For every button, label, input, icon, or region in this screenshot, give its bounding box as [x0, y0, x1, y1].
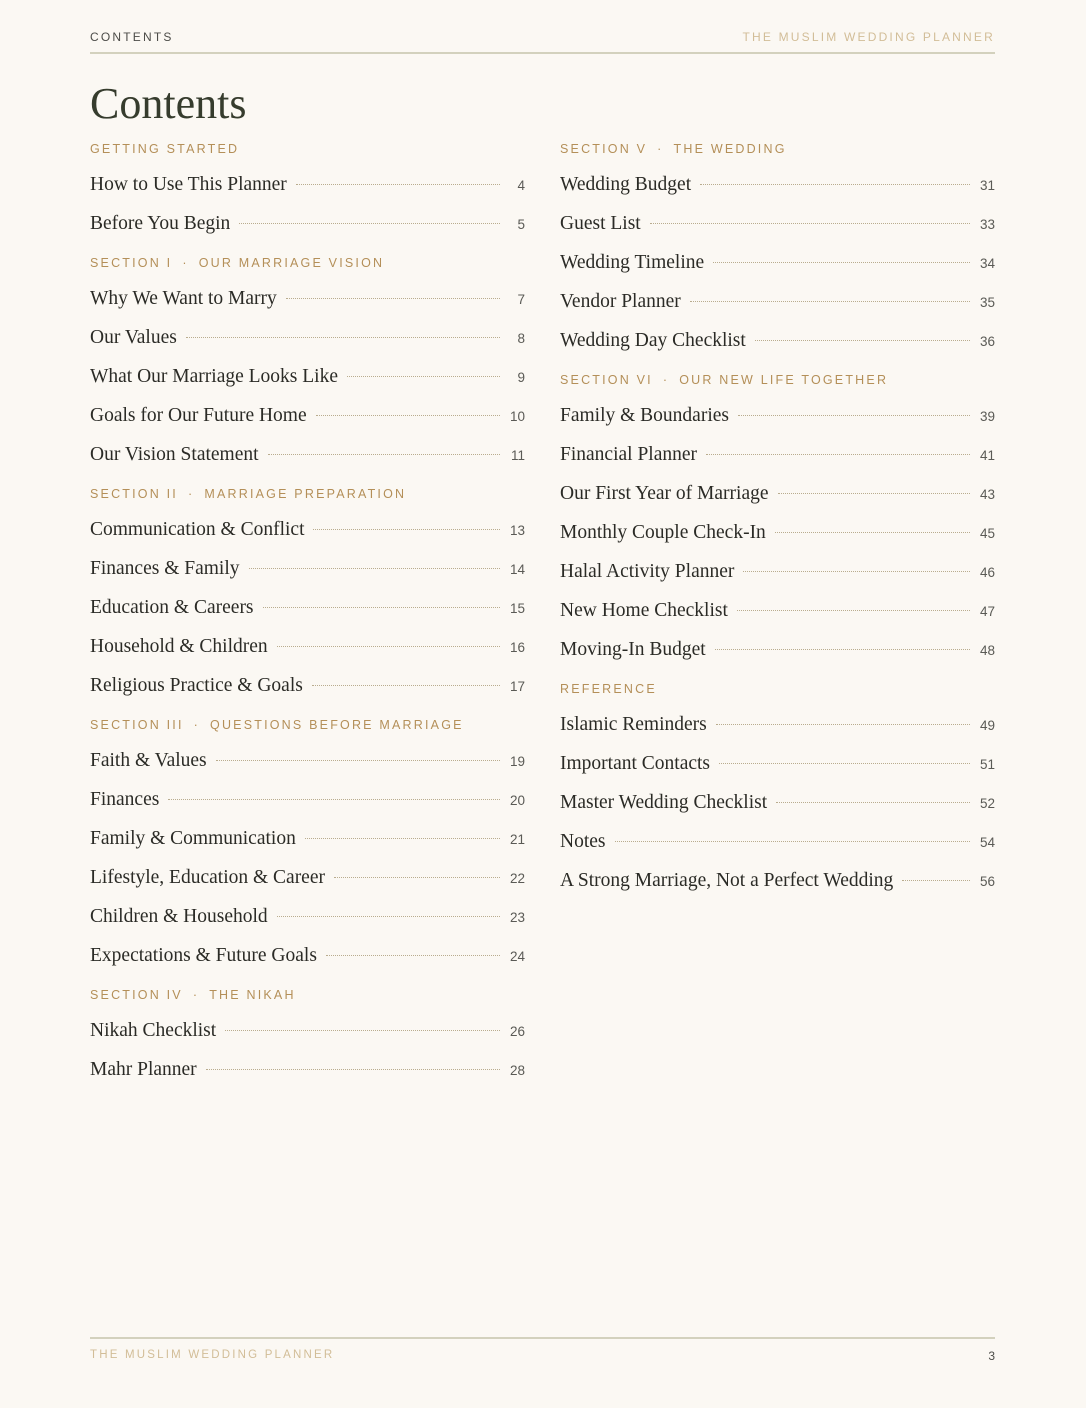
toc-entry[interactable] — [90, 435, 525, 474]
toc-entry-title: Vendor Planner — [560, 291, 681, 312]
toc-entry-page-number: 36 — [979, 334, 995, 349]
toc-entry[interactable] — [560, 396, 995, 435]
dot-leader — [737, 610, 970, 611]
toc-entry-page-number: 19 — [509, 754, 525, 769]
dot-leader — [719, 763, 970, 764]
section-heading — [560, 681, 995, 697]
section-heading-label: SECTION I — [90, 256, 173, 270]
toc-entry-page-number: 28 — [509, 1063, 525, 1078]
toc-entry-title: Guest List — [560, 213, 641, 234]
section-heading-separator: · — [662, 373, 670, 387]
section-heading-name: THE NIKAH — [209, 988, 296, 1002]
toc-entry-page-number: 54 — [979, 835, 995, 850]
section-heading — [90, 255, 525, 271]
toc-entry[interactable] — [90, 279, 525, 318]
toc-entry-title: Finances & Family — [90, 558, 240, 579]
header-book-title: THE MUSLIM WEDDING PLANNER — [742, 30, 995, 44]
toc-entry-page-number: 20 — [509, 793, 525, 808]
dot-leader — [225, 1030, 500, 1031]
dot-leader — [216, 760, 500, 761]
dot-leader — [713, 262, 970, 263]
toc-entry[interactable] — [560, 513, 995, 552]
toc-entry[interactable] — [560, 282, 995, 321]
toc-entry[interactable] — [90, 897, 525, 936]
dot-leader — [316, 415, 500, 416]
toc-entry-page-number: 11 — [510, 448, 525, 463]
dot-leader — [902, 880, 970, 881]
dot-leader — [286, 298, 500, 299]
dot-leader — [305, 838, 500, 839]
toc-entry-title: Goals for Our Future Home — [90, 405, 307, 426]
toc-entry-title: Wedding Timeline — [560, 252, 705, 273]
toc-entry[interactable] — [560, 744, 995, 783]
section-heading-separator: · — [187, 487, 195, 501]
toc-entry[interactable] — [90, 588, 525, 627]
toc-entry-title: Monthly Couple Check-In — [560, 522, 766, 543]
toc-entry-title: Mahr Planner — [90, 1059, 197, 1080]
dot-leader — [615, 841, 971, 842]
footer-book-title: THE MUSLIM WEDDING PLANNER — [90, 1349, 335, 1361]
toc-left-column — [90, 141, 525, 1089]
section-heading-label: SECTION II — [90, 487, 178, 501]
toc-entry[interactable] — [90, 204, 525, 243]
section-heading — [560, 141, 995, 157]
toc-entry[interactable] — [90, 510, 525, 549]
section-heading-label: SECTION IV — [90, 988, 183, 1002]
toc-entry[interactable] — [560, 243, 995, 282]
section-heading — [90, 717, 525, 733]
toc-entry-title: Family & Boundaries — [560, 405, 729, 426]
section-heading-label: REFERENCE — [560, 682, 657, 696]
dot-leader — [312, 685, 500, 686]
toc-entry[interactable] — [560, 552, 995, 591]
dot-leader — [313, 529, 500, 530]
toc-entry-page-number: 47 — [979, 604, 995, 619]
toc-entry-page-number: 23 — [509, 910, 525, 925]
section-heading — [560, 372, 995, 388]
toc-entry-page-number: 41 — [979, 448, 995, 463]
section-heading-separator: · — [657, 142, 664, 156]
section-heading-name: QUESTIONS BEFORE MARRIAGE — [210, 718, 464, 732]
toc-entry[interactable] — [90, 819, 525, 858]
dot-leader — [776, 802, 970, 803]
running-footer — [90, 1337, 995, 1369]
toc-entry-title: How to Use This Planner — [90, 174, 287, 195]
section-heading — [90, 486, 525, 502]
toc-entry-title: Family & Communication — [90, 828, 296, 849]
toc-entry-page-number: 8 — [517, 331, 525, 346]
toc-entry[interactable] — [560, 165, 995, 204]
section-heading-label: SECTION V — [560, 142, 648, 156]
toc-entry-page-number: 34 — [979, 256, 995, 271]
toc-entry-title: Our Values — [90, 327, 177, 348]
section-heading-name: OUR NEW LIFE TOGETHER — [679, 373, 889, 387]
toc-entry-title: Halal Activity Planner — [560, 561, 735, 582]
toc-entry[interactable] — [560, 705, 995, 744]
toc-entry-page-number: 5 — [517, 217, 525, 232]
toc-entry-page-number: 9 — [517, 370, 525, 385]
toc-entry-page-number: 52 — [979, 796, 995, 811]
dot-leader — [650, 223, 970, 224]
toc-entry-title: Finances — [90, 789, 160, 810]
dot-leader — [168, 799, 500, 800]
dot-leader — [690, 301, 970, 302]
section-heading-name: THE WEDDING — [673, 142, 787, 156]
toc-entry[interactable] — [90, 396, 525, 435]
toc-entry-title: Children & Household — [90, 906, 268, 927]
toc-entry-page-number: 22 — [509, 871, 525, 886]
toc-entry[interactable] — [90, 165, 525, 204]
toc-entry-page-number: 4 — [517, 178, 525, 193]
section-heading-name: MARRIAGE PREPARATION — [204, 487, 407, 501]
toc-entry-title: Lifestyle, Education & Career — [90, 867, 325, 888]
section-heading — [90, 141, 525, 157]
toc-entry[interactable] — [90, 627, 525, 666]
toc-entry[interactable] — [560, 591, 995, 630]
toc-entry-title: Faith & Values — [90, 750, 207, 771]
page-title: Contents — [90, 79, 247, 128]
dot-leader — [738, 415, 970, 416]
toc-entry[interactable] — [90, 858, 525, 897]
section-heading-label: GETTING STARTED — [90, 142, 240, 156]
toc-entry-title: What Our Marriage Looks Like — [90, 366, 338, 387]
toc-entry-title: Financial Planner — [560, 444, 698, 465]
toc-entry-title: Education & Careers — [90, 597, 254, 618]
toc-entry[interactable] — [560, 630, 995, 669]
toc-entry[interactable] — [90, 936, 525, 975]
toc-right-column — [560, 141, 995, 900]
toc-entry-page-number: 24 — [509, 949, 525, 964]
section-heading-separator: · — [192, 988, 200, 1002]
dot-leader — [347, 376, 500, 377]
toc-entry-page-number: 35 — [979, 295, 995, 310]
dot-leader — [268, 454, 500, 455]
dot-leader — [716, 724, 970, 725]
dot-leader — [206, 1069, 500, 1070]
toc-entry-title: Important Contacts — [560, 753, 711, 774]
toc-entry-page-number: 14 — [509, 562, 525, 577]
toc-entry-page-number: 31 — [979, 178, 995, 193]
section-heading-separator: · — [193, 718, 201, 732]
toc-entry-page-number: 45 — [979, 526, 995, 541]
dot-leader — [277, 916, 500, 917]
toc-entry-page-number: 39 — [979, 409, 995, 424]
toc-entry-title: Our First Year of Marriage — [560, 483, 769, 504]
dot-leader — [249, 568, 501, 569]
toc-entry-title: Islamic Reminders — [560, 714, 707, 735]
dot-leader — [715, 649, 970, 650]
dot-leader — [755, 340, 970, 341]
toc-entry-title: A Strong Marriage, Not a Perfect Wedding — [560, 870, 894, 891]
toc-entry-page-number: 46 — [979, 565, 995, 580]
toc-entry[interactable] — [90, 1011, 525, 1050]
section-heading-label: SECTION VI — [560, 373, 653, 387]
toc-entry-title: Communication & Conflict — [90, 519, 305, 540]
toc-entry-title: New Home Checklist — [560, 600, 728, 621]
dot-leader — [700, 184, 970, 185]
toc-entry-page-number: 16 — [509, 640, 525, 655]
toc-entry-page-number: 49 — [979, 718, 995, 733]
toc-entry-title: Why We Want to Marry — [90, 288, 277, 309]
toc-entry-page-number: 17 — [509, 679, 525, 694]
dot-leader — [296, 184, 500, 185]
toc-entry[interactable] — [90, 357, 525, 396]
toc-entry[interactable] — [560, 435, 995, 474]
toc-entry-page-number: 48 — [979, 643, 995, 658]
toc-entry-title: Moving-In Budget — [560, 639, 706, 660]
toc-entry-page-number: 43 — [979, 487, 995, 502]
section-heading-separator: · — [182, 256, 189, 270]
toc-entry[interactable] — [90, 318, 525, 357]
toc-entry[interactable] — [90, 666, 525, 705]
toc-entry-title: Before You Begin — [90, 213, 231, 234]
dot-leader — [334, 877, 500, 878]
dot-leader — [706, 454, 970, 455]
section-heading-name: OUR MARRIAGE VISION — [198, 256, 385, 270]
toc-entry-page-number: 10 — [509, 409, 525, 424]
toc-entry[interactable] — [90, 549, 525, 588]
toc-entry[interactable] — [560, 822, 995, 861]
dot-leader — [326, 955, 500, 956]
dot-leader — [778, 493, 970, 494]
toc-entry[interactable] — [90, 780, 525, 819]
dot-leader — [263, 607, 500, 608]
toc-entry[interactable] — [560, 474, 995, 513]
toc-entry-title: Wedding Budget — [560, 174, 692, 195]
toc-entry-title: Wedding Day Checklist — [560, 330, 746, 351]
toc-entry-page-number: 15 — [509, 601, 525, 616]
toc-entry-title: Expectations & Future Goals — [90, 945, 317, 966]
dot-leader — [775, 532, 970, 533]
dot-leader — [277, 646, 500, 647]
toc-entry-page-number: 26 — [509, 1024, 525, 1039]
toc-entry-title: Nikah Checklist — [90, 1020, 217, 1041]
toc-entry-page-number: 21 — [509, 832, 525, 847]
toc-entry-title: Notes — [560, 831, 606, 852]
toc-entry-page-number: 56 — [979, 874, 995, 889]
dot-leader — [186, 337, 500, 338]
toc-entry-title: Household & Children — [90, 636, 268, 657]
toc-entry[interactable] — [90, 1050, 525, 1089]
dot-leader — [743, 571, 970, 572]
section-heading-label: SECTION III — [90, 718, 184, 732]
section-heading — [90, 987, 525, 1003]
toc-entry-title: Master Wedding Checklist — [560, 792, 768, 813]
toc-entry[interactable] — [560, 783, 995, 822]
toc-entry-title: Religious Practice & Goals — [90, 675, 303, 696]
toc-entry-page-number: 33 — [979, 217, 995, 232]
toc-entry[interactable] — [560, 321, 995, 360]
toc-entry[interactable] — [560, 204, 995, 243]
toc-entry[interactable] — [560, 861, 995, 900]
header-section-label: CONTENTS — [90, 30, 174, 44]
toc-entry[interactable] — [90, 741, 525, 780]
toc-entry-title: Our Vision Statement — [90, 444, 259, 465]
toc-entry-page-number: 7 — [517, 292, 525, 307]
dot-leader — [239, 223, 500, 224]
footer-page-number: 3 — [988, 1349, 995, 1363]
toc-entry-page-number: 51 — [979, 757, 995, 772]
toc-entry-page-number: 13 — [509, 523, 525, 538]
running-header — [90, 30, 995, 54]
